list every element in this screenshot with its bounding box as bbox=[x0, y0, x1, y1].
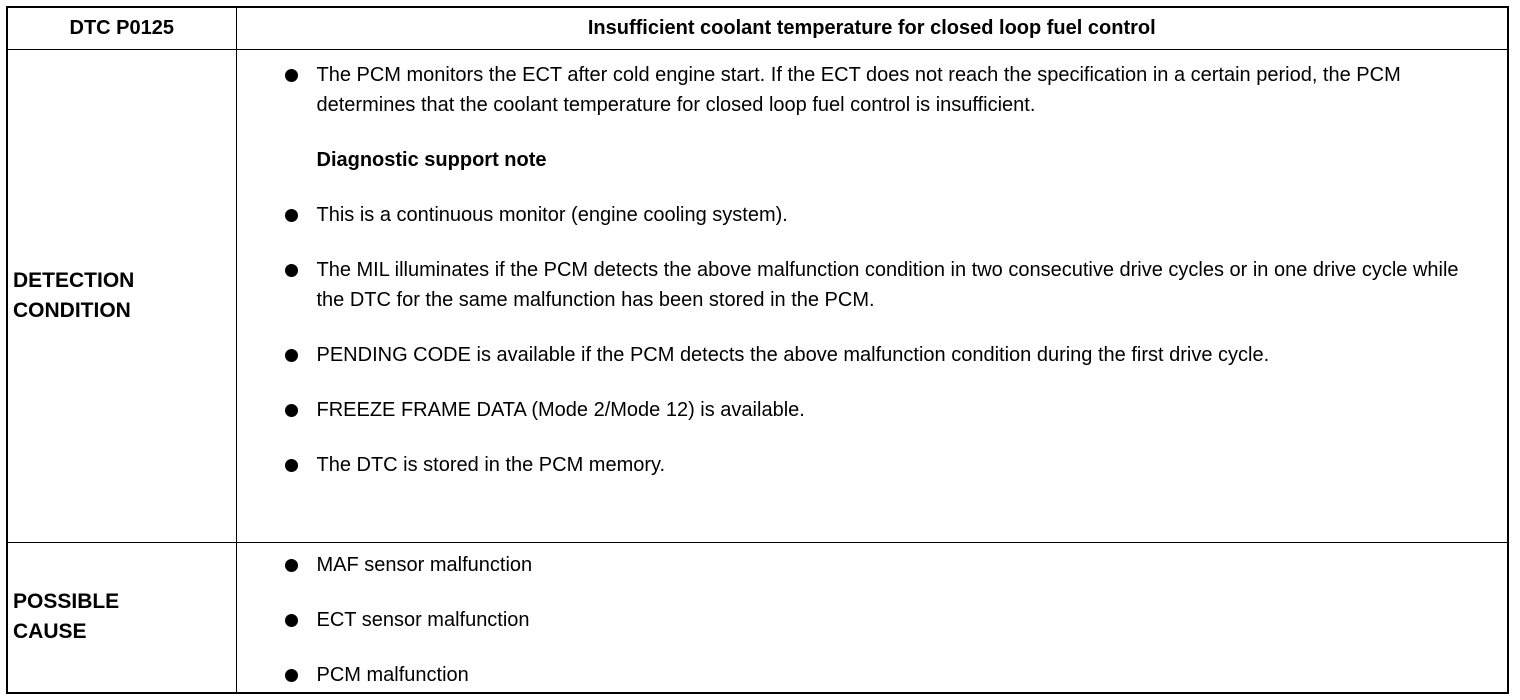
detection-item-4 bbox=[317, 340, 1468, 370]
detection-condition-label bbox=[7, 49, 236, 542]
dtc-title: Insufficient coolant temperature for closed loop fuel control bbox=[236, 7, 1508, 49]
detection-condition-row bbox=[7, 49, 1508, 542]
header-row bbox=[7, 7, 1508, 49]
cause-item-1-text: MAF sensor malfunction bbox=[316, 553, 533, 576]
detection-item-6 bbox=[317, 450, 1468, 480]
bullet-icon bbox=[285, 404, 298, 417]
bullet-icon bbox=[285, 559, 298, 572]
possible-cause-content bbox=[236, 542, 1508, 693]
cause-item-2 bbox=[317, 605, 1468, 635]
detection-item-2-text: This is a continuous monitor (engine cooling system). bbox=[316, 203, 788, 226]
detection-item-1-text: The PCM monitors the ECT after cold engine start. If the ECT does not reach the specification in a certain period, the PCM determines that the coolant temperature for closed loop fuel control is insufficient. bbox=[316, 63, 1401, 116]
detection-item-5 bbox=[317, 395, 1468, 425]
cause-item-1 bbox=[317, 550, 1468, 580]
cause-label-line2: CAUSE bbox=[13, 620, 87, 644]
detection-label-line2: CONDITION bbox=[13, 298, 131, 322]
cause-item-3 bbox=[317, 660, 1468, 690]
possible-cause-label bbox=[7, 542, 236, 693]
diagnostic-support-heading-block bbox=[317, 145, 1468, 175]
detection-item-1 bbox=[317, 60, 1468, 120]
possible-cause-row bbox=[7, 542, 1508, 693]
bullet-icon bbox=[285, 264, 298, 277]
bullet-icon bbox=[285, 614, 298, 627]
cause-item-2-text: ECT sensor malfunction bbox=[316, 608, 530, 631]
dtc-table bbox=[6, 6, 1509, 694]
detection-item-3 bbox=[317, 255, 1468, 315]
bullet-icon bbox=[285, 459, 298, 472]
detection-condition-content bbox=[236, 49, 1508, 542]
bullet-icon bbox=[285, 349, 298, 362]
bullet-icon bbox=[285, 669, 298, 682]
detection-item-6-text: The DTC is stored in the PCM memory. bbox=[316, 453, 666, 476]
detection-item-5-text: FREEZE FRAME DATA (Mode 2/Mode 12) is available. bbox=[316, 398, 805, 421]
detection-label-line1: DETECTION bbox=[13, 268, 135, 292]
bullet-icon bbox=[285, 209, 298, 222]
detection-item-2 bbox=[317, 200, 1468, 230]
dtc-code: DTC P0125 bbox=[7, 7, 236, 49]
diagnostic-support-heading: Diagnostic support note bbox=[316, 148, 547, 171]
detection-item-3-text: The MIL illuminates if the PCM detects the above malfunction condition in two consecutive drive cycles or in one drive cycle while the DTC for the same malfunction has been stored in the PCM. bbox=[316, 258, 1459, 311]
bullet-icon bbox=[285, 69, 298, 82]
cause-label-line1: POSSIBLE bbox=[13, 590, 120, 614]
detection-item-4-text: PENDING CODE is available if the PCM detects the above malfunction condition during the first drive cycle. bbox=[316, 343, 1270, 366]
cause-item-3-text: PCM malfunction bbox=[316, 663, 469, 686]
